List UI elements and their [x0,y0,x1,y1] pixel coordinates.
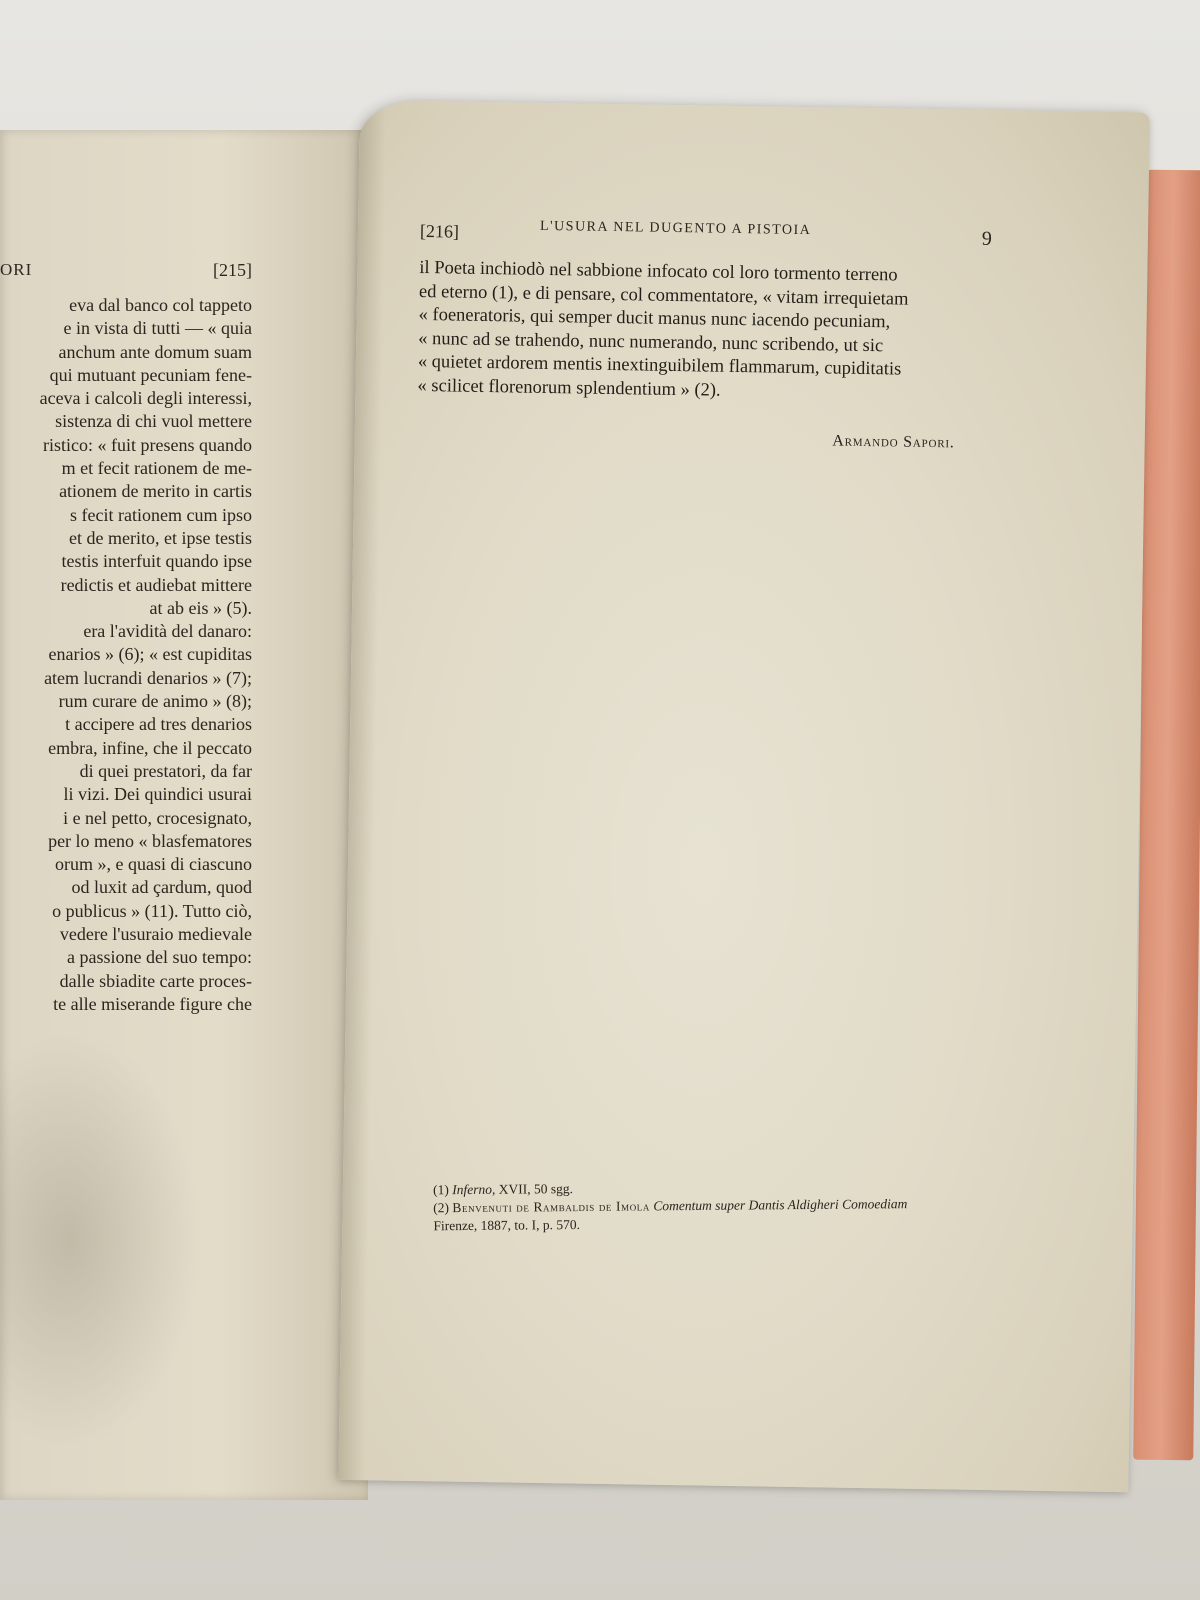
left-page-number: [215] [213,260,252,280]
text-line: embra, infine, che il peccato [48,737,252,758]
text-line: ed eterno (1), e di pensare, col commentatore, « vitam irrequietam [418,281,909,310]
text-line: « quietet ardorem mentis inextinguibilem flammarum, cupiditatis [417,352,902,380]
original-page-bracket: [216] [419,220,460,242]
text-line: di quei prestatori, da far [79,760,252,781]
right-body-text [417,257,995,408]
text-line: il Poeta inchiodò nel sabbione infocato col loro tormento terreno [419,257,898,286]
text-line: redictis et audiebat mittere [60,574,252,595]
footnote-1-reference: XVII, 50 sgg. [498,1181,574,1197]
text-line: e in vista di tutti — « quia [63,318,252,339]
footnote-2-imprint: Firenze, 1887, to. I, p. 570. [433,1216,581,1234]
text-line: t accipere ad tres denarios [65,714,252,735]
hand-shadow [0,1030,200,1450]
text-line: anchum ante domum suam [58,341,252,362]
text-line: sistenza di chi vuol mettere [55,411,252,432]
footnote-1-work: Inferno, [452,1181,496,1198]
running-title: L'USURA NEL DUGENTO A PISTOIA [539,218,812,239]
text-line: aceva i calcoli degli interessi, [39,388,252,409]
footnote-2-work: Comentum super Dantis Aldigheri Comoediam [653,1196,908,1214]
left-running-head [0,260,252,286]
text-line: testis interfuit quando ipse [61,551,252,572]
footnote-2-author: Benvenuti de Rambaldis de Imola [452,1198,651,1216]
footnote-1-number: (1) [433,1182,449,1198]
text-line: at ab eis » (5). [149,597,252,618]
footnote-2-number: (2) [433,1200,450,1216]
text-line: eva dal banco col tappeto [69,295,252,315]
text-line: o publicus » (11). Tutto ciò, [52,900,252,921]
text-line: orum », e quasi di ciascuno [55,854,252,875]
text-line: s fecit rationem cum ipso [70,504,252,525]
text-line: ristico: « fuit presens quando [43,434,252,455]
text-line: era l'avidità del danaro: [83,621,252,642]
footnotes [433,1176,1013,1235]
text-line: m et fecit rationem de me- [61,458,252,479]
author-signature: Armando Sapori. [832,432,955,452]
text-line: od luxit ad çardum, quod [71,877,252,898]
text-line: vedere l'usuraio medievale [59,924,252,945]
text-line: enarios » (6); « est cupiditas [48,644,252,665]
text-line: dalle sbiadite carte proces- [59,970,252,991]
text-line: a passione del suo tempo: [67,947,252,968]
left-running-title: ORI [0,260,33,279]
text-line: « nunc ad se trahendo, nunc numerando, nunc scribendo, ut sic [418,328,884,357]
text-line: « scilicet florenorum splendentium » (2). [417,375,721,401]
text-line: rum curare de animo » (8); [58,691,252,712]
text-line: ationem de merito in cartis [59,481,252,502]
right-page-number: 9 [981,227,993,250]
text-line: et de merito, et ipse testis [69,527,252,548]
left-page [0,130,368,1500]
right-running-head [420,217,992,256]
text-line: li vizi. Dei quindici usurai [63,784,252,805]
left-body-text [0,294,252,1016]
text-line: i e nel petto, crocesignato, [63,807,252,828]
right-page [338,100,1150,1492]
text-line: qui mutuant pecuniam fene- [49,364,252,385]
text-line: te alle miserande figure che [53,993,252,1014]
text-line: atem lucrandi denarios » (7); [44,667,252,688]
text-line: per lo meno « blasfematores [48,830,252,851]
text-line: « foeneratoris, qui semper ducit manus nunc iacendo pecuniam, [418,305,891,333]
